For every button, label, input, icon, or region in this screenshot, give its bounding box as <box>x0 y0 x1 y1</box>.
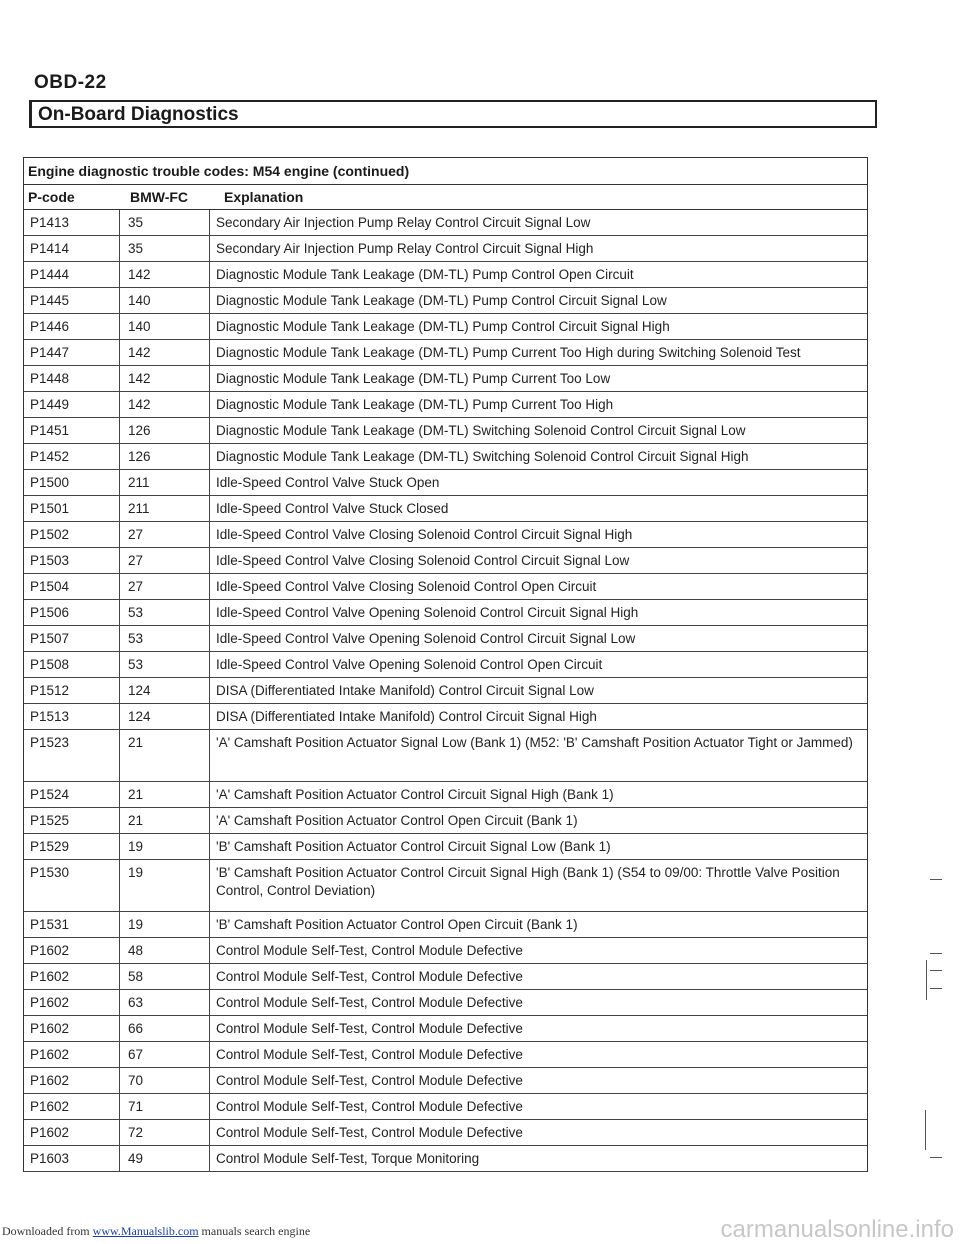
explanation-cell: Control Module Self-Test, Torque Monitoring <box>216 1151 480 1166</box>
pcode-cell: P1530 <box>24 860 120 911</box>
explanation-cell: Idle-Speed Control Valve Stuck Open <box>216 475 440 490</box>
table-row <box>24 262 867 288</box>
table-row <box>24 860 867 912</box>
explanation-cell: Control Module Self-Test, Control Module Defective <box>216 1047 523 1062</box>
bmwfc-cell: 142 <box>120 340 210 365</box>
table-row <box>24 210 867 236</box>
bmwfc-cell: 35 <box>120 210 210 235</box>
explanation-cell: 'B' Camshaft Position Actuator Control Open Circuit (Bank 1) <box>216 917 578 932</box>
bmwfc-cell: 124 <box>120 704 210 729</box>
bmwfc-cell: 124 <box>120 678 210 703</box>
bmwfc-cell: 21 <box>120 730 210 781</box>
table-row <box>24 470 867 496</box>
margin-mark <box>925 1110 926 1150</box>
bmwfc-cell: 126 <box>120 444 210 469</box>
column-header-bmwfc: BMW-FC <box>130 189 189 205</box>
section-title: On-Board Diagnostics <box>29 100 877 128</box>
table-row <box>24 1120 867 1146</box>
bmwfc-cell: 140 <box>120 288 210 313</box>
pcode-cell: P1414 <box>24 236 120 261</box>
pcode-cell: P1506 <box>24 600 120 625</box>
pcode-cell: P1446 <box>24 314 120 339</box>
bmwfc-cell: 67 <box>120 1042 210 1067</box>
table-row <box>24 314 867 340</box>
explanation-cell: Idle-Speed Control Valve Closing Solenoid Control Circuit Signal Low <box>216 553 630 568</box>
table-row <box>24 912 867 938</box>
margin-mark <box>926 960 927 1000</box>
explanation-cell: Control Module Self-Test, Control Module Defective <box>216 943 523 958</box>
pcode-cell: P1525 <box>24 808 120 833</box>
bmwfc-cell: 49 <box>120 1146 210 1171</box>
pcode-cell: P1531 <box>24 912 120 937</box>
pcode-cell: P1513 <box>24 704 120 729</box>
explanation-cell: 'B' Camshaft Position Actuator Control Circuit Signal High (Bank 1) (S54 to 09/00: Throttle Valve Position Control, Control Deviation) <box>216 865 840 898</box>
pcode-cell: P1602 <box>24 990 120 1015</box>
explanation-cell: 'B' Camshaft Position Actuator Control Circuit Signal Low (Bank 1) <box>216 839 611 854</box>
manualslib-link[interactable]: www.Manualslib.com <box>92 1224 199 1238</box>
margin-mark <box>930 1157 942 1158</box>
pcode-cell: P1504 <box>24 574 120 599</box>
table-row <box>24 444 867 470</box>
pcode-cell: P1501 <box>24 496 120 521</box>
table-row <box>24 626 867 652</box>
pcode-cell: P1500 <box>24 470 120 495</box>
table-row <box>24 288 867 314</box>
pcode-cell: P1447 <box>24 340 120 365</box>
explanation-cell: Diagnostic Module Tank Leakage (DM-TL) Pump Control Open Circuit <box>216 267 634 282</box>
bmwfc-cell: 53 <box>120 600 210 625</box>
dtc-table <box>23 157 868 1172</box>
pcode-cell: P1449 <box>24 392 120 417</box>
pcode-cell: P1507 <box>24 626 120 651</box>
table-row <box>24 236 867 262</box>
pcode-cell: P1523 <box>24 730 120 781</box>
table-row <box>24 652 867 678</box>
bmwfc-cell: 21 <box>120 808 210 833</box>
table-row <box>24 964 867 990</box>
explanation-cell: 'A' Camshaft Position Actuator Control Open Circuit (Bank 1) <box>216 813 578 828</box>
bmwfc-cell: 142 <box>120 392 210 417</box>
explanation-cell: Secondary Air Injection Pump Relay Control Circuit Signal High <box>216 241 594 256</box>
margin-mark <box>930 988 942 989</box>
pcode-cell: P1445 <box>24 288 120 313</box>
pcode-cell: P1503 <box>24 548 120 573</box>
bmwfc-cell: 19 <box>120 860 210 911</box>
pcode-cell: P1448 <box>24 366 120 391</box>
bmwfc-cell: 126 <box>120 418 210 443</box>
table-row <box>24 678 867 704</box>
margin-mark <box>930 879 942 880</box>
explanation-cell: Idle-Speed Control Valve Closing Solenoid Control Circuit Signal High <box>216 527 633 542</box>
pcode-cell: P1602 <box>24 1094 120 1119</box>
pcode-cell: P1451 <box>24 418 120 443</box>
download-footer <box>0 1216 960 1243</box>
bmwfc-cell: 63 <box>120 990 210 1015</box>
margin-mark <box>930 970 942 971</box>
bmwfc-cell: 66 <box>120 1016 210 1041</box>
table-row <box>24 834 867 860</box>
bmwfc-cell: 27 <box>120 522 210 547</box>
explanation-cell: Idle-Speed Control Valve Opening Solenoid Control Circuit Signal Low <box>216 631 636 646</box>
bmwfc-cell: 140 <box>120 314 210 339</box>
table-row <box>24 1016 867 1042</box>
table-row <box>24 730 867 782</box>
bmwfc-cell: 35 <box>120 236 210 261</box>
table-row <box>24 574 867 600</box>
bmwfc-cell: 211 <box>120 470 210 495</box>
pcode-cell: P1502 <box>24 522 120 547</box>
table-row <box>24 392 867 418</box>
table-row <box>24 808 867 834</box>
bmwfc-cell: 142 <box>120 262 210 287</box>
bmwfc-cell: 19 <box>120 834 210 859</box>
explanation-cell: Diagnostic Module Tank Leakage (DM-TL) Pump Current Too High during Switching Solenoid Test <box>216 345 801 360</box>
explanation-cell: Control Module Self-Test, Control Module Defective <box>216 1073 523 1088</box>
explanation-cell: Control Module Self-Test, Control Module Defective <box>216 969 523 984</box>
table-row <box>24 1094 867 1120</box>
explanation-cell: Idle-Speed Control Valve Opening Solenoid Control Open Circuit <box>216 657 603 672</box>
pcode-cell: P1524 <box>24 782 120 807</box>
bmwfc-cell: 142 <box>120 366 210 391</box>
bmwfc-cell: 48 <box>120 938 210 963</box>
table-row <box>24 938 867 964</box>
explanation-cell: Diagnostic Module Tank Leakage (DM-TL) Switching Solenoid Control Circuit Signal Low <box>216 423 746 438</box>
pcode-cell: P1602 <box>24 1068 120 1093</box>
pcode-cell: P1413 <box>24 210 120 235</box>
table-row <box>24 366 867 392</box>
explanation-cell: Control Module Self-Test, Control Module Defective <box>216 995 523 1010</box>
table-row <box>24 782 867 808</box>
explanation-cell: Control Module Self-Test, Control Module Defective <box>216 1099 523 1114</box>
table-caption: Engine diagnostic trouble codes: M54 engine (continued) <box>23 157 868 185</box>
table-row <box>24 704 867 730</box>
pcode-cell: P1602 <box>24 1042 120 1067</box>
explanation-cell: 'A' Camshaft Position Actuator Control Circuit Signal High (Bank 1) <box>216 787 614 802</box>
pcode-cell: P1603 <box>24 1146 120 1171</box>
table-row <box>24 1146 867 1172</box>
explanation-cell: DISA (Differentiated Intake Manifold) Control Circuit Signal High <box>216 709 597 724</box>
page-code: OBD-22 <box>34 72 107 93</box>
explanation-cell: Diagnostic Module Tank Leakage (DM-TL) Pump Control Circuit Signal Low <box>216 293 667 308</box>
table-row <box>24 1042 867 1068</box>
column-header-explanation: Explanation <box>224 189 304 205</box>
column-header-pcode: P-code <box>28 189 75 205</box>
bmwfc-cell: 211 <box>120 496 210 521</box>
table-body <box>23 210 868 1172</box>
pcode-cell: P1602 <box>24 1016 120 1041</box>
pcode-cell: P1529 <box>24 834 120 859</box>
explanation-cell: DISA (Differentiated Intake Manifold) Control Circuit Signal Low <box>216 683 594 698</box>
explanation-cell: Control Module Self-Test, Control Module Defective <box>216 1125 523 1140</box>
pcode-cell: P1602 <box>24 964 120 989</box>
explanation-cell: Diagnostic Module Tank Leakage (DM-TL) Pump Current Too High <box>216 397 614 412</box>
bmwfc-cell: 58 <box>120 964 210 989</box>
pcode-cell: P1512 <box>24 678 120 703</box>
table-row <box>24 990 867 1016</box>
bmwfc-cell: 72 <box>120 1120 210 1145</box>
bmwfc-cell: 53 <box>120 626 210 651</box>
table-row <box>24 522 867 548</box>
explanation-cell: Control Module Self-Test, Control Module Defective <box>216 1021 523 1036</box>
explanation-cell: Diagnostic Module Tank Leakage (DM-TL) Pump Current Too Low <box>216 371 611 386</box>
bmwfc-cell: 19 <box>120 912 210 937</box>
pcode-cell: P1508 <box>24 652 120 677</box>
explanation-cell: Secondary Air Injection Pump Relay Control Circuit Signal Low <box>216 215 591 230</box>
table-row <box>24 548 867 574</box>
table-row <box>24 1068 867 1094</box>
pcode-cell: P1602 <box>24 938 120 963</box>
table-row <box>24 340 867 366</box>
table-row <box>24 418 867 444</box>
explanation-cell: Diagnostic Module Tank Leakage (DM-TL) Pump Control Circuit Signal High <box>216 319 670 334</box>
pcode-cell: P1452 <box>24 444 120 469</box>
bmwfc-cell: 71 <box>120 1094 210 1119</box>
table-row <box>24 600 867 626</box>
bmwfc-cell: 70 <box>120 1068 210 1093</box>
bmwfc-cell: 53 <box>120 652 210 677</box>
explanation-cell: Idle-Speed Control Valve Closing Solenoid Control Open Circuit <box>216 579 597 594</box>
explanation-cell: 'A' Camshaft Position Actuator Signal Low (Bank 1) (M52: 'B' Camshaft Position Actuator Tight or Jammed) <box>216 735 853 750</box>
bmwfc-cell: 27 <box>120 574 210 599</box>
pcode-cell: P1444 <box>24 262 120 287</box>
watermark-logo: carmanualsonline.info <box>720 1216 954 1243</box>
table-row <box>24 496 867 522</box>
explanation-cell: Idle-Speed Control Valve Stuck Closed <box>216 501 449 516</box>
explanation-cell: Idle-Speed Control Valve Opening Solenoid Control Circuit Signal High <box>216 605 639 620</box>
pcode-cell: P1602 <box>24 1120 120 1145</box>
margin-mark <box>930 953 942 954</box>
download-note: Downloaded from www.Manualslib.com manuals search engine <box>2 1224 311 1238</box>
bmwfc-cell: 21 <box>120 782 210 807</box>
table-header-row <box>23 185 868 210</box>
bmwfc-cell: 27 <box>120 548 210 573</box>
explanation-cell: Diagnostic Module Tank Leakage (DM-TL) Switching Solenoid Control Circuit Signal High <box>216 449 749 464</box>
